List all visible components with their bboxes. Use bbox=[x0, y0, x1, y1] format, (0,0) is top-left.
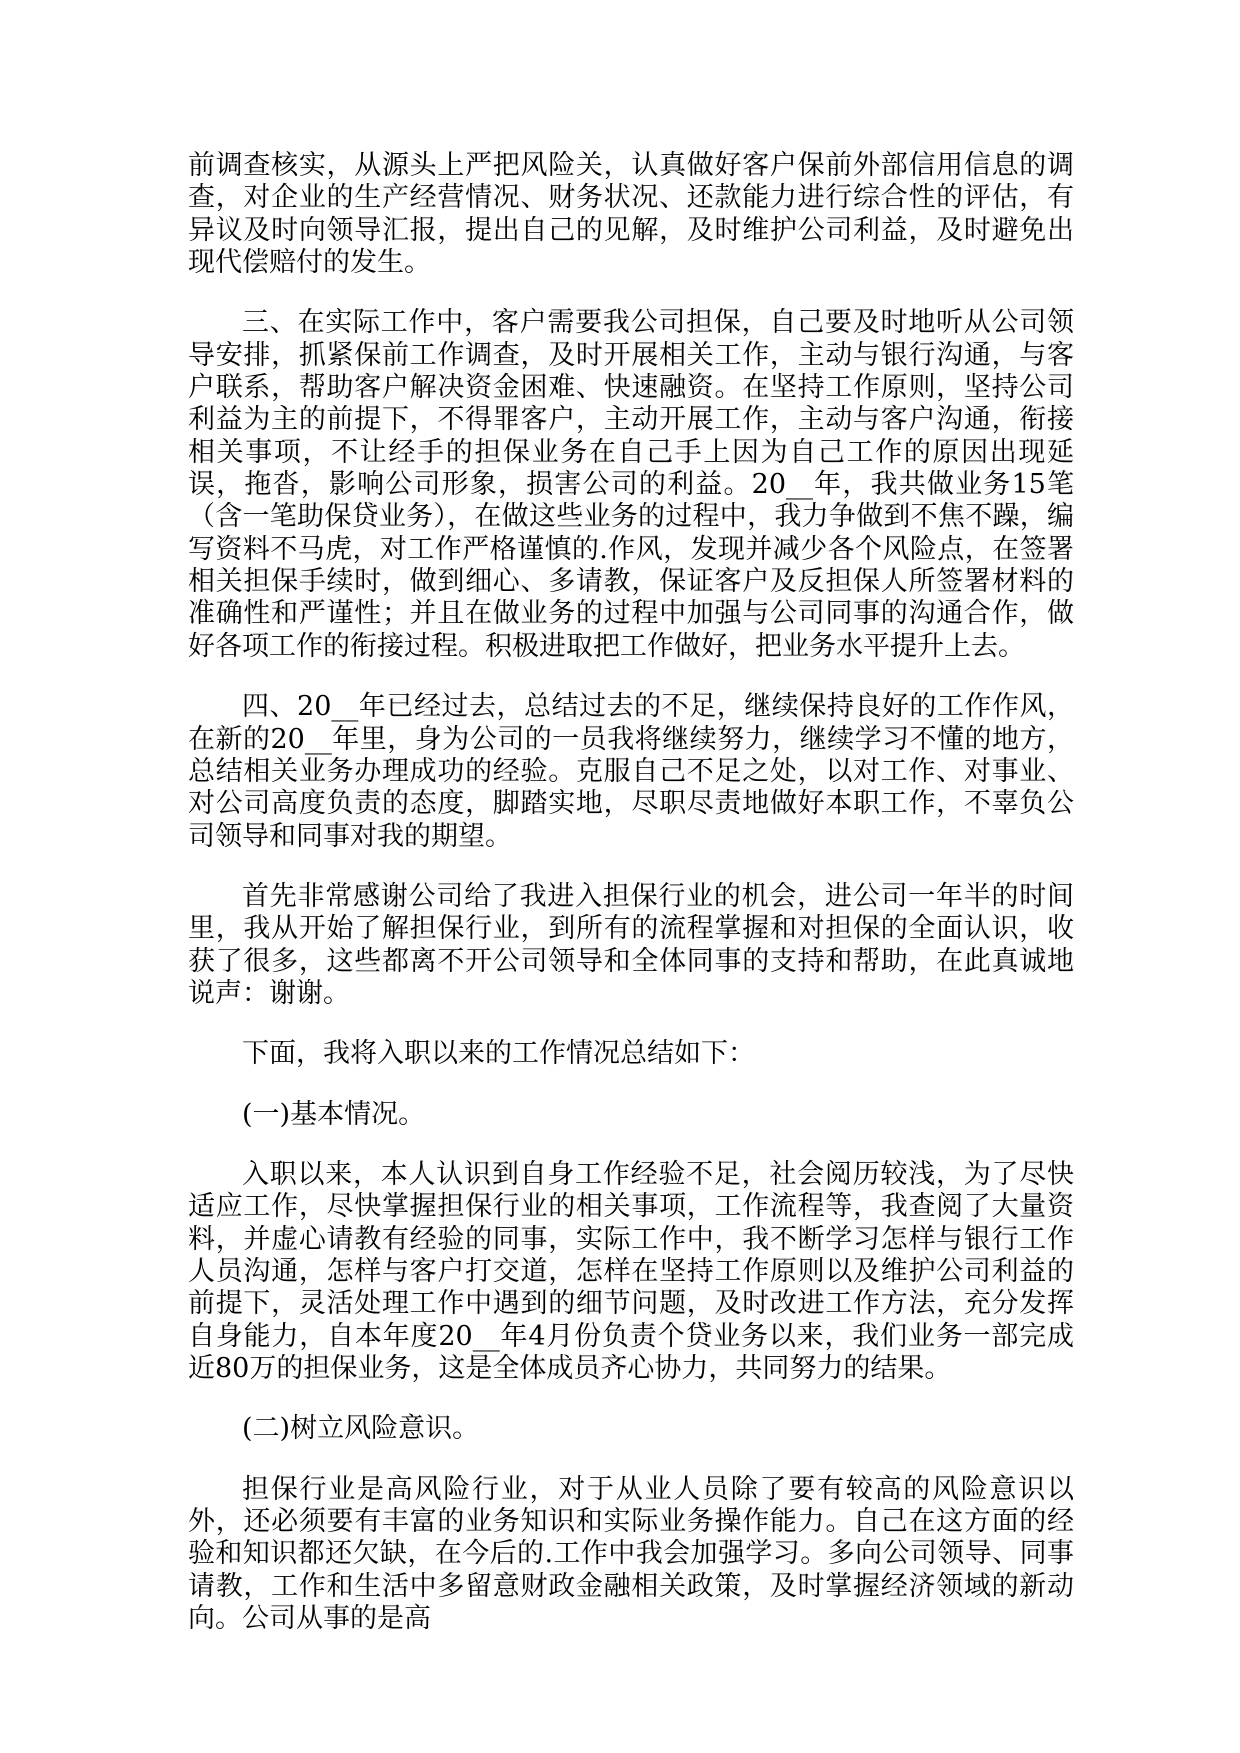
paragraph: 下面，我将入职以来的工作情况总结如下： bbox=[242, 1038, 755, 1070]
paragraph: 担保行业是高风险行业，对于从业人员除了要有较高的风险意识以外，还必须要有丰富的业务知识和实际业务操作能力。自己在这方面的经验和知识都还欠缺，在今后的.工作中我会加强学习。多向公司领导、同事请教，工作和生活中多留意财政金融相关政策，及时掌握经济领域的新动向。公司从事的是高 bbox=[188, 1473, 1074, 1635]
paragraph: 三、在实际工作中，客户需要我公司担保，自己要及时地听从公司领导安排，抓紧保前工作调查，及时开展相关工作，主动与银行沟通，与客户联系，帮助客户解决资金困难、快速融资。在坚持工作原则，坚持公司利益为主的前提下，不得罪客户，主动开展工作，主动与客户沟通，衔接相关事项，不让经手的担保业务在自己手上因为自己工作的原因出现延误，拖沓，影响公司形象，损害公司的利益。20__年，我共做业务15笔（含一笔助保贷业务），在做这些业务的过程中，我力争做到不焦不躁，编写资料不马虎，对工作严格谨慎的.作风，发现并减少各个风险点，在签署相关担保手续时，做到细心、多请教，保证客户及反担保人所签署材料的准确性和严谨性；并且在做业务的过程中加强与公司同事的沟通合作，做好各项工作的衔接过程。积极进取把工作做好，把业务水平提升上去。 bbox=[188, 307, 1074, 662]
paragraph: 前调查核实，从源头上严把风险关，认真做好客户保前外部信用信息的调查，对企业的生产经营情况、财务状况、还款能力进行综合性的评估，有异议及时向领导汇报，提出自己的见解，及时维护公司利益，及时避免出现代偿赔付的发生。 bbox=[188, 150, 1074, 279]
paragraph: 首先非常感谢公司给了我进入担保行业的机会，进公司一年半的时间里，我从开始了解担保行业，到所有的流程掌握和对担保的全面认识，收获了很多，这些都离不开公司领导和全体同事的支持和帮助，在此真诚地说声：谢谢。 bbox=[188, 880, 1074, 1009]
section-heading: (二)树立风险意识。 bbox=[242, 1413, 480, 1445]
document-text-block bbox=[188, 150, 1074, 1635]
paragraph: 四、20__年已经过去，总结过去的不足，继续保持良好的工作作风，在新的20__年里，身为公司的一员我将继续努力，继续学习不懂的地方，总结相关业务办理成功的经验。克服自己不足之处，以对工作、对事业、对公司高度负责的态度，脚踏实地，尽职尽责地做好本职工作，不辜负公司领导和同事对我的期望。 bbox=[188, 691, 1074, 852]
section-heading: (一)基本情况。 bbox=[242, 1098, 426, 1130]
paragraph: 入职以来，本人认识到自身工作经验不足，社会阅历较浅，为了尽快适应工作，尽快掌握担保行业的相关事项，工作流程等，我查阅了大量资料，并虚心请教有经验的同事，实际工作中，我不断学习怎样与银行工作人员沟通，怎样与客户打交道，怎样在坚持工作原则以及维护公司利益的前提下，灵活处理工作中遇到的细节问题，及时改进工作方法，充分发挥自身能力，自本年度20__年4月份负责个贷业务以来，我们业务一部完成近80万的担保业务，这是全体成员齐心协力，共同努力的结果。 bbox=[188, 1158, 1074, 1384]
